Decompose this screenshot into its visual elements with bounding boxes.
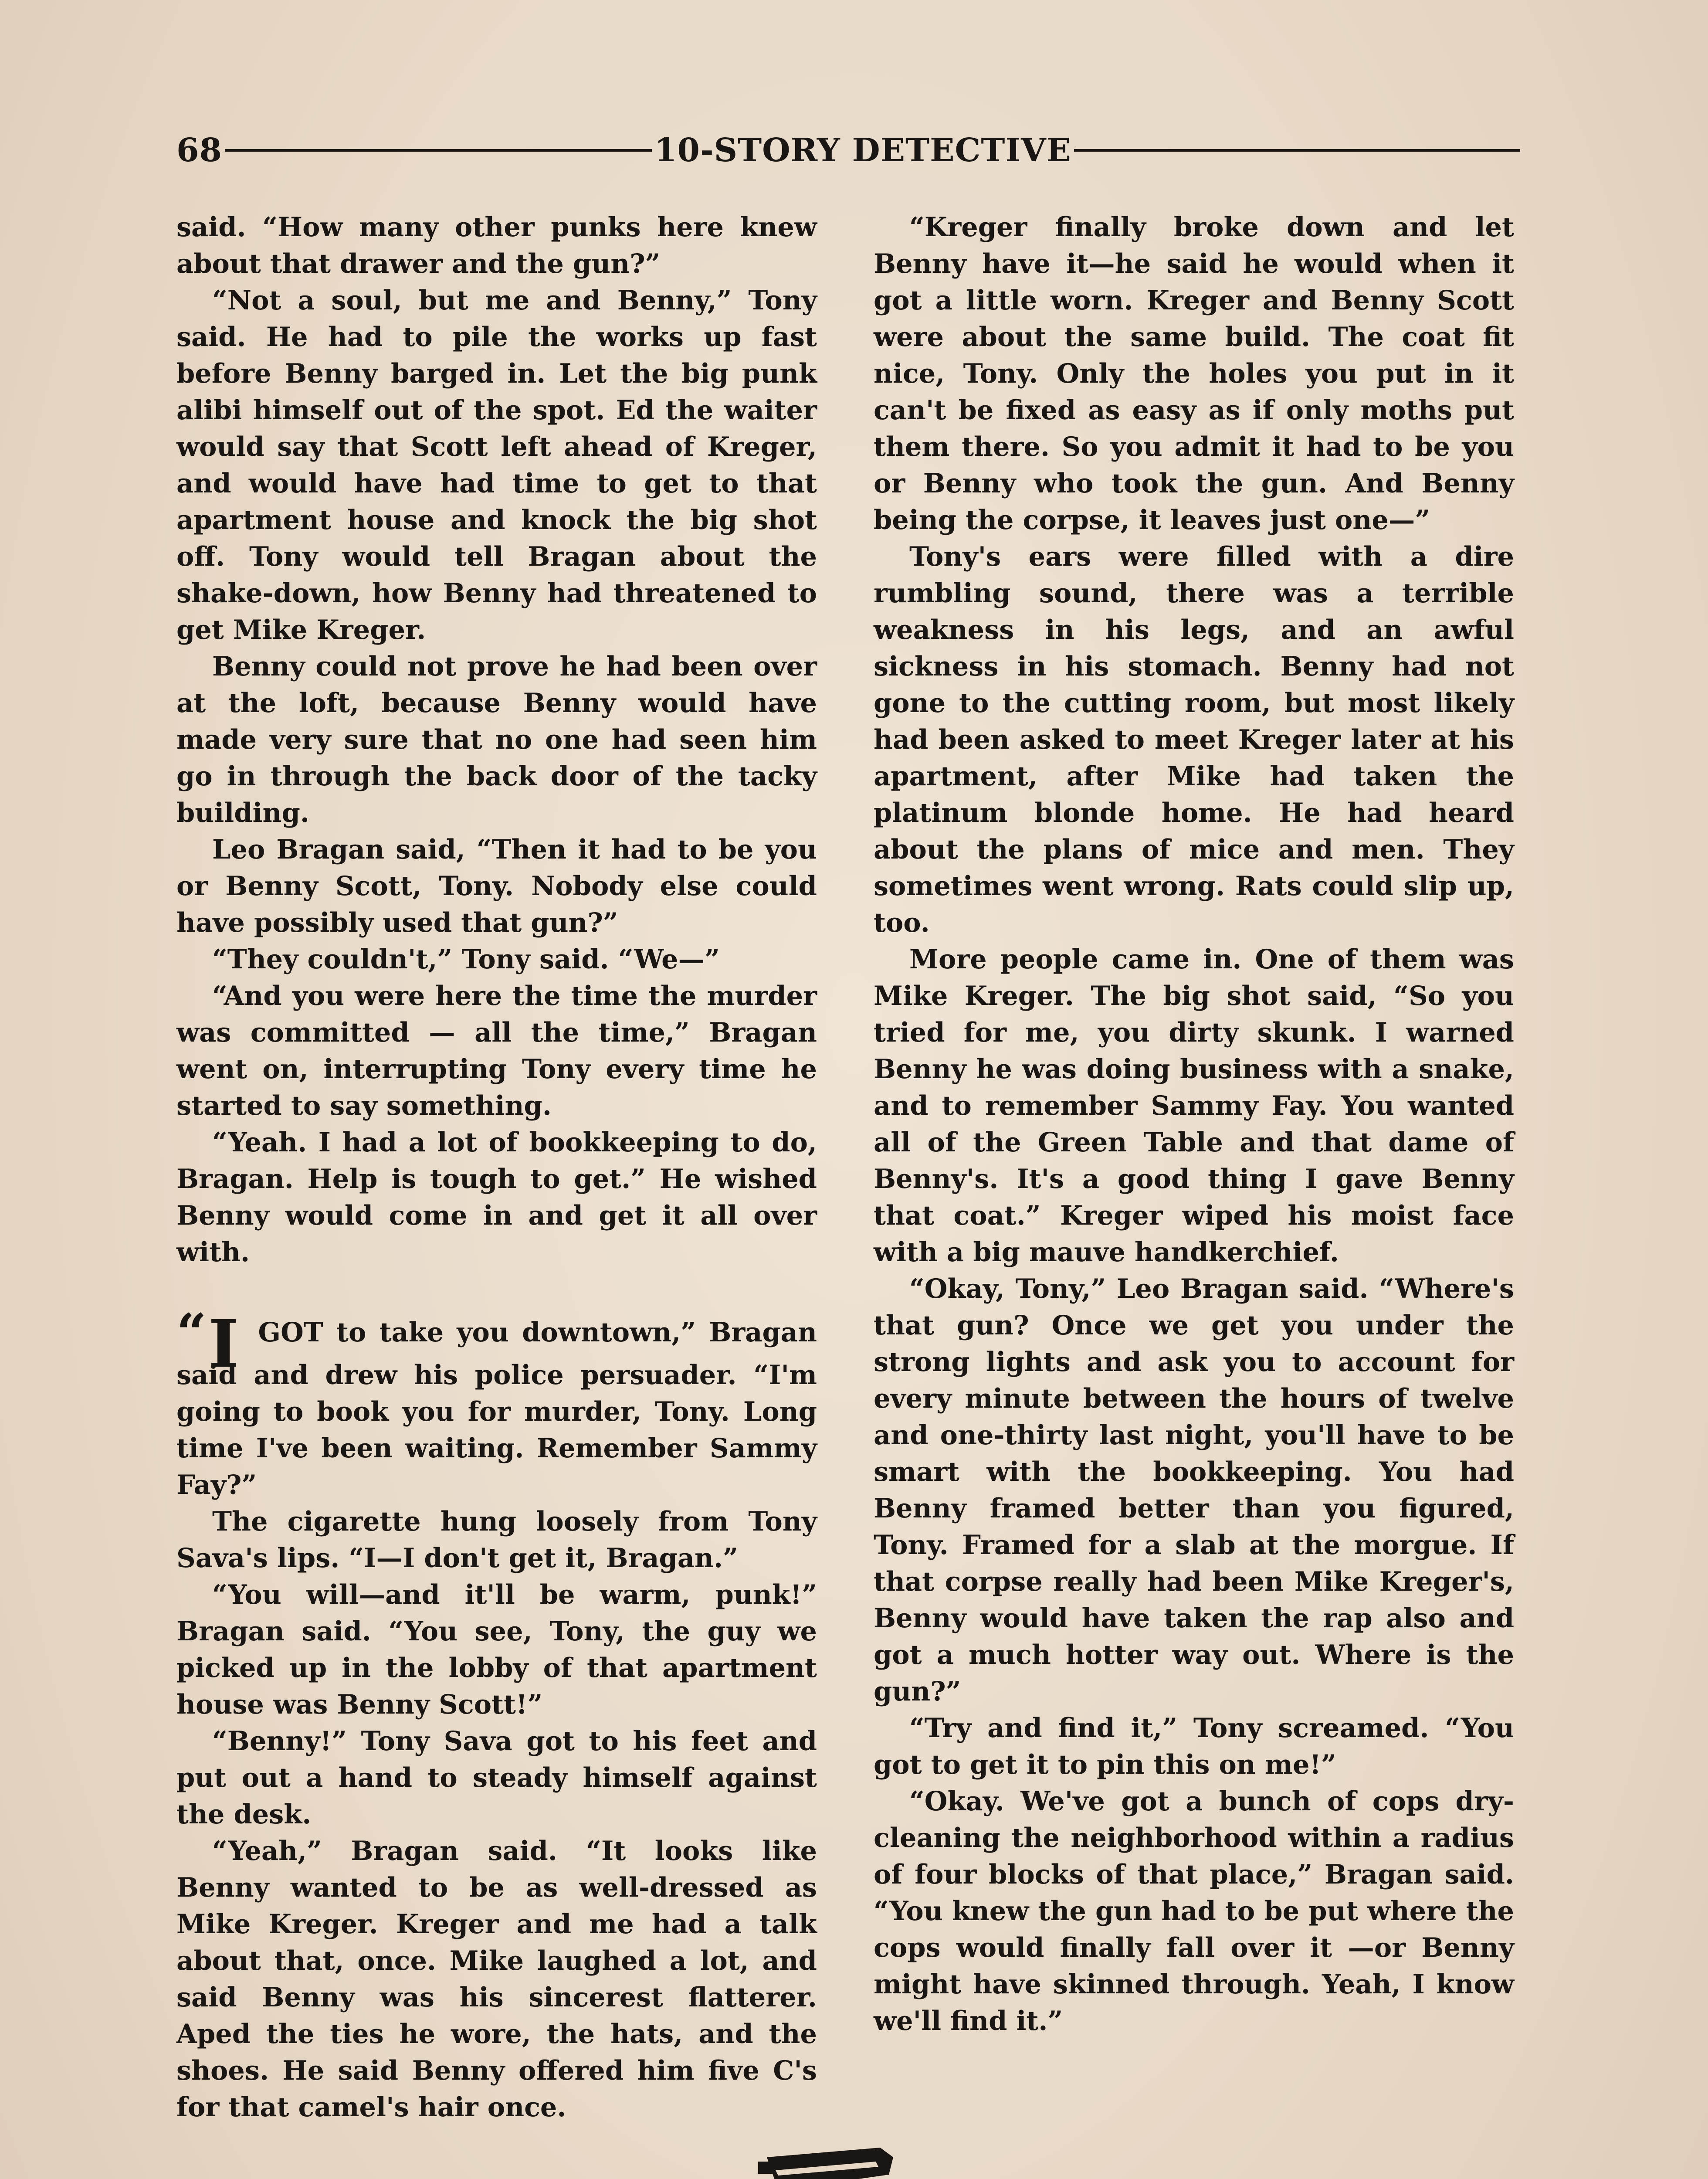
paragraph: “And you were here the time the murder was committed — all the time,” Bragan went on, interrupting Tony every time he started to say something. xyxy=(176,981,817,1121)
header-rule-right xyxy=(1074,149,1520,152)
paragraph: More people came in. One of them was Mike Kreger. The big shot said, “So you tried for me, you dirty skunk. I warned Benny he was doing business with a snake, and to remember Sammy Fay. You wanted all of the Green Table and that dame of Benny's. It's a good thing I gave Benny that coat.” Kreger wiped his moist face with a big mauve handkerchief. xyxy=(874,944,1514,1268)
paragraph: “Okay. We've got a bunch of cops dry-cleaning the neighborhood within a radius of four blocks of that place,” Bragan said. “You knew the gun had to be put where the cops would finally fall over it —or Benny might have skinned through. Yeah, I know we'll find it.” xyxy=(874,1786,1514,2036)
dropcap-paragraph-text: GOT to take you downtown,” Bragan said and drew his police persuader. “I'm going to book you for murder, Tony. Long time I've been waiting. Remember Sammy Fay?” xyxy=(176,1317,817,1500)
paragraph: “You will—and it'll be warm, punk!” Bragan said. “You see, Tony, the guy we picked up in the lobby of that apartment house was Benny Scott!” xyxy=(176,1579,817,1720)
paragraph: Tony's ears were filled with a dire rumbling sound, there was a terrible weakness in his legs, and an awful sickness in his stomach. Benny had not gone to the cutting room, but most likely had been asked to meet Kreger later at his apartment, after Mike had taken the platinum blonde home. He had heard about the plans of mice and men. They sometimes went wrong. Rats could slip up, too. xyxy=(874,541,1514,938)
paragraph: The cigarette hung loosely from Tony Sava's lips. “I—I don't get it, Bragan.” xyxy=(176,1506,817,1574)
paragraph: Leo Bragan said, “Then it had to be you or Benny Scott, Tony. Nobody else could have possibly used that gun?” xyxy=(176,834,817,938)
paragraph: “They couldn't,” Tony said. “We—” xyxy=(212,944,720,975)
magazine-title: 10-STORY DETECTIVE xyxy=(654,132,1071,169)
paragraph: “Kreger finally broke down and let Benny have it—he said he would when it got a little worn. Kreger and Benny Scott were about the same build. The coat fit nice, Tony. Only the holes you put in it can't be fixed as easy as if only moths put them there. So you admit it had to be you or Benny who took the gun. And Benny being the corpse, it leaves just one—” xyxy=(874,212,1514,536)
page-number: 68 xyxy=(176,132,222,169)
revolver-illustration-icon xyxy=(749,2144,976,2179)
left-column xyxy=(176,209,817,2126)
paragraph: said. “How many other punks here knew about that drawer and the gun?” xyxy=(176,212,817,279)
paragraph: “Yeah,” Bragan said. “It looks like Benny wanted to be as well-dressed as Mike Kreger. Kreger and me had a talk about that, once. Mike laughed a lot, and said Benny was his sincerest flatterer. Aped the ties he wore, the hats, and the shoes. He said Benny offered him five C's for that camel's hair once. xyxy=(176,1836,817,2123)
drop-cap-letter: I xyxy=(208,1306,239,1382)
paragraph: Benny could not prove he had been over at the loft, because Benny would have made very sure that no one had seen him go in through the back door of the tacky building. xyxy=(176,651,817,828)
running-header xyxy=(176,126,1523,174)
paragraph: “Yeah. I had a lot of bookkeeping to do, Bragan. Help is tough to get.” He wished Benny would come in and get it all over with. xyxy=(176,1127,817,1268)
paragraph: “Try and find it,” Tony screamed. “You got to get it to pin this on me!” xyxy=(874,1713,1514,1780)
paragraph: “Benny!” Tony Sava got to his feet and put out a hand to steady himself against the desk. xyxy=(176,1726,817,1830)
dropcap-paragraph xyxy=(176,1302,817,1504)
drop-quote-mark: “ xyxy=(176,1302,207,1364)
paragraph: “Okay, Tony,” Leo Bragan said. “Where's that gun? Once we get you under the strong lights and ask you to account for every minute between the hours of twelve and one-thirty last night, you'll have to be smart with the bookkeeping. You had Benny framed better than you figured, Tony. Framed for a slab at the morgue. If that corpse really had been Mike Kreger's, Benny would have taken the rap also and got a much hotter way out. Where is the gun?” xyxy=(874,1273,1514,1707)
paragraph: “Not a soul, but me and Benny,” Tony said. He had to pile the works up fast before Benny barged in. Let the big punk alibi himself out of the spot. Ed the waiter would say that Scott left ahead of Kreger, and would have had time to get to that apartment house and knock the big shot off. Tony would tell Bragan about the shake-down, how Benny had threatened to get Mike Kreger. xyxy=(176,285,817,645)
header-rule-left xyxy=(225,149,652,152)
right-column xyxy=(874,209,1514,2040)
